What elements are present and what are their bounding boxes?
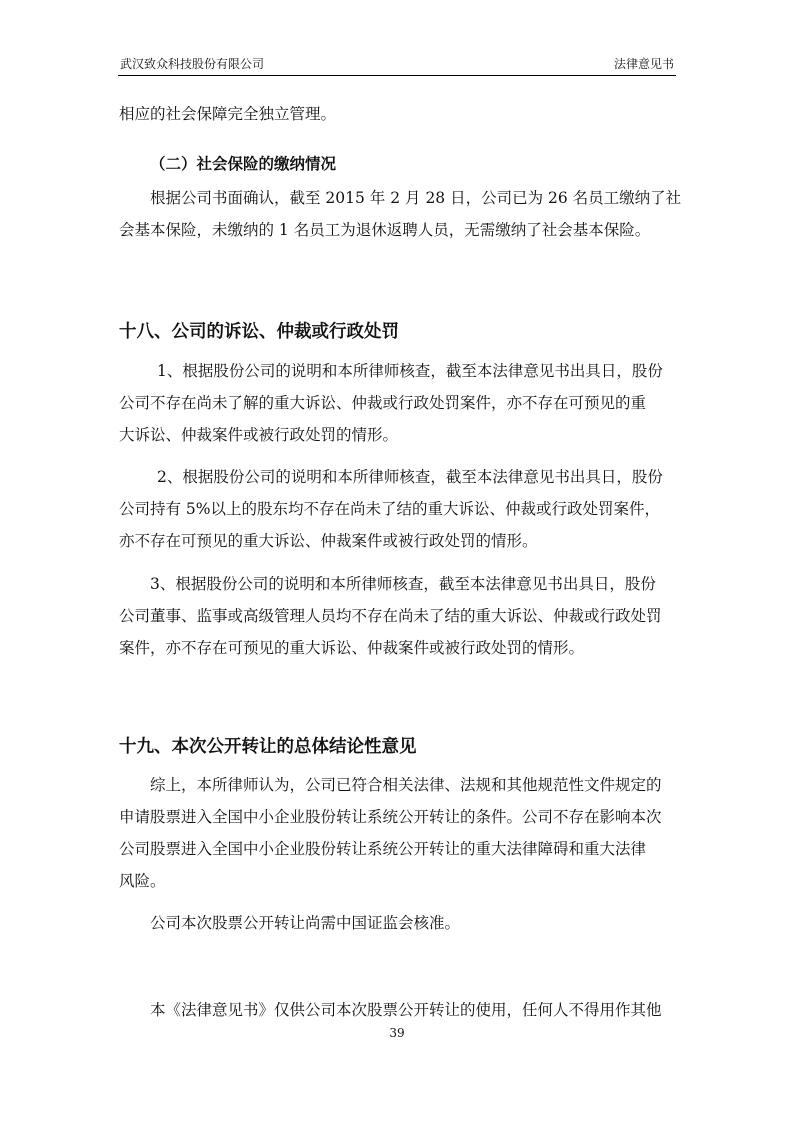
text-line: 相应的社会保障完全独立管理。 bbox=[119, 105, 337, 123]
text-line: 3、根据股份公司的说明和本所律师核查，截至本法律意见书出具日，股份 bbox=[150, 575, 656, 593]
section-heading-18: 十八、公司的诉讼、仲裁或行政处罚 bbox=[119, 322, 399, 342]
paragraph-litigation-1 bbox=[119, 355, 685, 451]
text-line: 综上，本所律师认为，公司已符合相关法律、法规和其他规范性文件规定的 bbox=[150, 776, 662, 794]
text-line: 公司不存在尚未了解的重大诉讼、仲裁或行政处罚案件，亦不存在可预见的重 bbox=[119, 394, 647, 412]
page-number: 39 bbox=[389, 1026, 405, 1040]
text-line: 1、根据股份公司的说明和本所律师核查，截至本法律意见书出具日，股份 bbox=[157, 362, 663, 380]
paragraph-social-security-management bbox=[119, 98, 685, 130]
section-heading-19: 十九、本次公开转让的总体结论性意见 bbox=[119, 737, 417, 757]
header-document-title: 法律意见书 bbox=[613, 57, 674, 71]
text-line: 公司本次股票公开转让尚需中国证监会核准。 bbox=[150, 914, 461, 932]
text-line: 公司股票进入全国中小企业股份转让系统公开转让的重大法律障碍和重大法律 bbox=[119, 840, 647, 858]
paragraph-conclusion bbox=[119, 769, 685, 897]
text-line: 亦不存在可预见的重大诉讼、仲裁案件或被行政处罚的情形。 bbox=[119, 532, 538, 550]
paragraph-usage-restriction bbox=[119, 994, 685, 1026]
text-line: 申请股票进入全国中小企业股份转让系统公开转让的条件。公司不存在影响本次 bbox=[119, 808, 662, 826]
text-line: 根据公司书面确认，截至 2015 年 2 月 28 日，公司已为 26 名员工缴纳了社 bbox=[150, 189, 682, 207]
page-header bbox=[118, 53, 676, 76]
paragraph-litigation-2 bbox=[119, 461, 685, 557]
text-line: 2、根据股份公司的说明和本所律师核查，截至本法律意见书出具日，股份 bbox=[157, 468, 663, 486]
text-line: 公司董事、监事或高级管理人员均不存在尚未了结的重大诉讼、仲裁或行政处罚 bbox=[119, 607, 662, 625]
text-line: 风险。 bbox=[119, 872, 166, 890]
text-line: 会基本保险，未缴纳的 1 名员工为退休返聘人员，无需缴纳了社会基本保险。 bbox=[119, 221, 651, 239]
text-line: 大诉讼、仲裁案件或被行政处罚的情形。 bbox=[119, 426, 399, 444]
text-line: 案件，亦不存在可预见的重大诉讼、仲裁案件或被行政处罚的情形。 bbox=[119, 639, 585, 657]
paragraph-insurance-payment bbox=[119, 182, 685, 246]
header-company-name: 武汉致众科技股份有限公司 bbox=[120, 57, 265, 71]
paragraph-litigation-3 bbox=[119, 568, 685, 664]
subheading-social-insurance: （二）社会保险的缴纳情况 bbox=[150, 155, 337, 173]
text-line: 本《法律意见书》仅供公司本次股票公开转让的使用，任何人不得用作其他 bbox=[150, 1001, 662, 1019]
paragraph-csrc-approval bbox=[119, 907, 685, 939]
text-line: 公司持有 5%以上的股东均不存在尚未了结的重大诉讼、仲裁或行政处罚案件， bbox=[119, 500, 661, 518]
